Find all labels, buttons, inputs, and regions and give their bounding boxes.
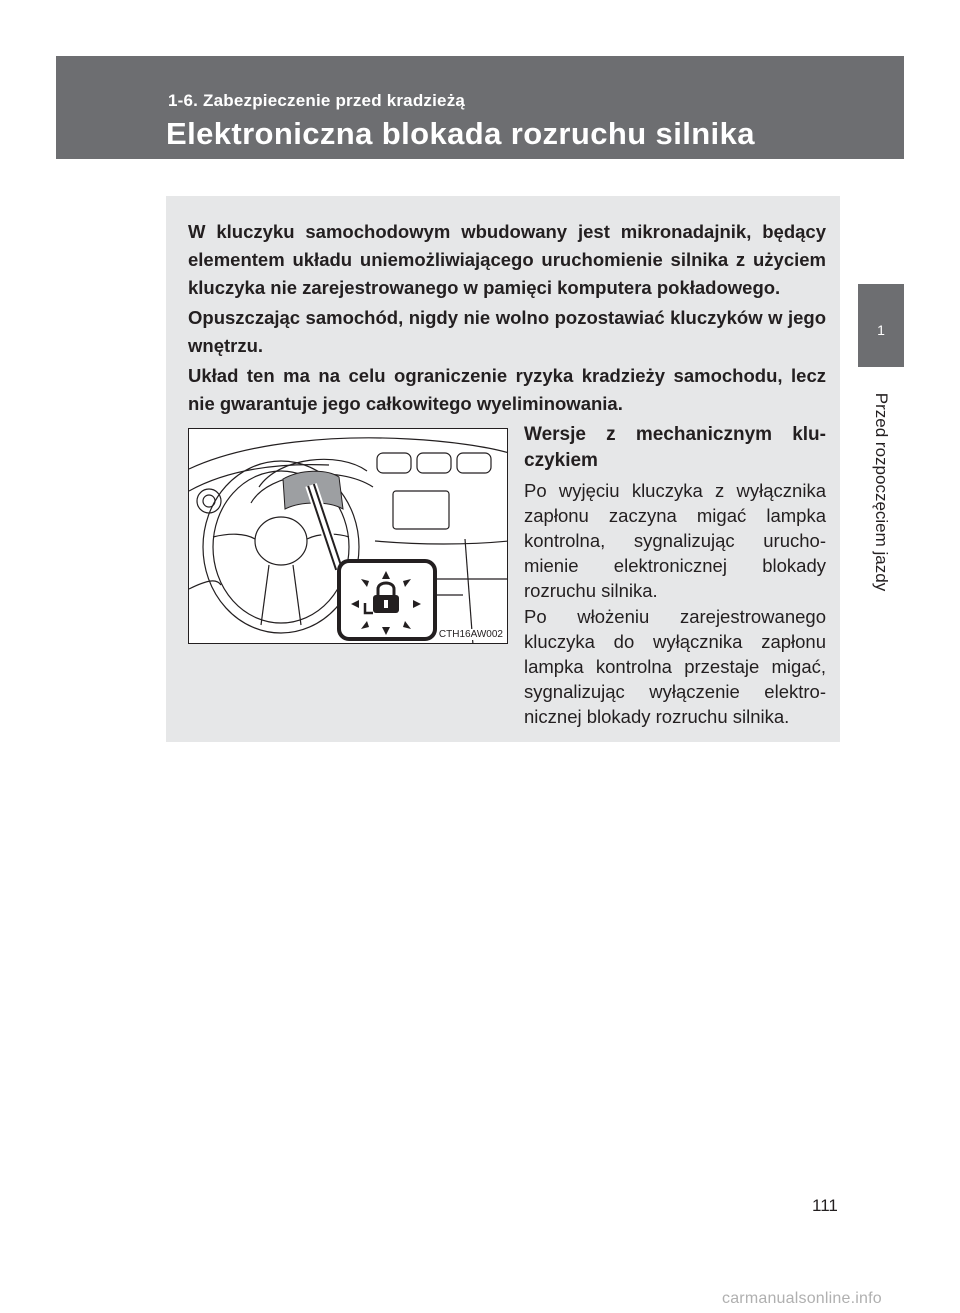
- chapter-header: [56, 56, 904, 159]
- chapter-tab-label: Przed rozpoczęciem jazdy: [872, 392, 891, 592]
- intro-paragraph: W kluczyku samochodowym wbudowany jest mikronadajnik, będący elementem układu uniemożliwiającego uruchomienie silnika z użyciem kluczyka nie zarejestrowanego w pamięci komputera pokładowego.: [188, 221, 826, 298]
- body-paragraph-1: Po wyjęciu kluczyka z wyłącznika zapłonu zaczyna migać lampka kontrolna, sygnalizując urucho-mienie elektronicznej blokady rozruchu silnika.: [524, 480, 826, 601]
- page-number: 111: [812, 1196, 838, 1215]
- content-box: [166, 196, 840, 742]
- dashboard-illustration: [188, 428, 508, 644]
- page-title: Elektroniczna blokada rozruchu silnika: [166, 116, 755, 151]
- section-label: 1-6. Zabezpieczenie przed kradzieżą: [168, 91, 466, 110]
- note-paragraph: Układ ten ma na celu ograniczenie ryzyka kradzieży samochodu, lecz nie gwarantuje jego całkowitego wyeliminowania.: [188, 365, 826, 414]
- dashboard-drawing: [189, 429, 508, 644]
- subheading: Wersje z mechanicznym klu-czykiem: [524, 424, 826, 471]
- chapter-tab-number: 1: [877, 322, 885, 338]
- body-paragraph-2: Po włożeniu zarejestrowanego kluczyka do wyłącznika zapłonu lampka kontrolna przestaje migać, sygnalizując wyłączenie elektro-nicznej blokady rozruchu silnika.: [524, 606, 826, 727]
- watermark: carmanualsonline.info: [722, 1290, 882, 1307]
- figure-code: CTH16AW002: [438, 629, 503, 640]
- chapter-tab: [858, 284, 904, 367]
- warning-paragraph: Opuszczając samochód, nigdy nie wolno pozostawiać kluczyków w jego wnętrzu.: [188, 307, 826, 356]
